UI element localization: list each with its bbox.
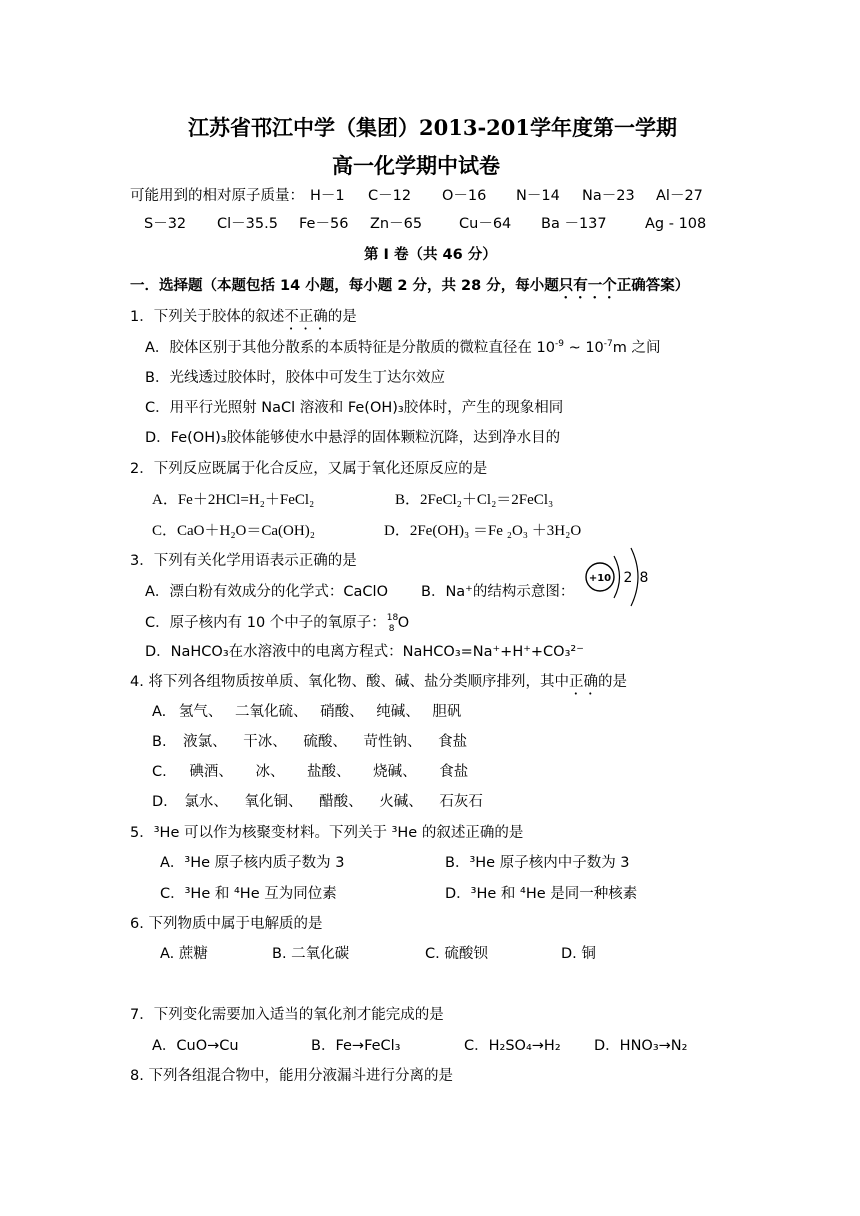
q6-option-a: A. 蔗糖 (160, 946, 208, 962)
q7-option-c: C．H₂SO₄→H₂ (464, 1038, 561, 1054)
stem-text: 的是 (597, 674, 627, 690)
mass-item: C－12 (368, 188, 412, 204)
q3-option-a: A．漂白粉有效成分的化学式：CaClO (145, 584, 388, 600)
mass-number: 18 (386, 613, 399, 623)
q3-option-d: D．NaHCO₃在水溶液中的电离方程式：NaHCO₃=Na⁺+H⁺+CO₃²⁻ (145, 644, 584, 660)
option-text: ~ 10 (563, 340, 604, 356)
mass-item: N－14 (516, 188, 560, 204)
q2-option-a: A．Fe＋2HCl=H₂＋FeCl₂ (152, 492, 315, 508)
section-instruction (130, 276, 689, 302)
exam-title-line1: 江苏省邗江中学（集团）2013-201学年度第一学期 (188, 115, 677, 140)
q6-option-c: C. 硫酸钡 (425, 946, 488, 962)
stem-emphasis: 不正确 (284, 309, 328, 325)
q7-option-b: B．Fe→FeCl₃ (311, 1038, 401, 1054)
q7-option-a: A．CuO→Cu (152, 1038, 239, 1054)
section-heading: 第 I 卷（共 46 分） (364, 247, 497, 263)
stem-emphasis: 正确 (568, 674, 598, 690)
sodium-ion-structure-diagram (583, 542, 653, 608)
mass-item: Zn－65 (370, 216, 423, 232)
element-symbol: O (397, 615, 410, 631)
option-text: C．原子核内有 10 个中子的氧原子： (145, 615, 386, 631)
option-text: m 之间 (612, 340, 661, 356)
instruction-text: 正确答案） (616, 278, 690, 294)
shell-electron-count: 8 (639, 570, 649, 586)
stem-text: 的是 (327, 309, 357, 325)
q5-option-a: A．³He 原子核内质子数为 3 (160, 855, 345, 871)
atomic-mass-intro: 可能用到的相对原子质量： (130, 188, 304, 204)
mass-item: H－1 (310, 188, 345, 204)
q4-stem (130, 672, 627, 698)
instruction-emphasis: 只有一个 (558, 278, 617, 294)
q3-option-b: B．Na⁺的结构示意图： (421, 584, 575, 600)
mass-item: Cu－64 (459, 216, 512, 232)
q4-option-b: B. 液氯、 干冰、 硫酸、 苛性钠、 食盐 (152, 734, 468, 750)
q6-option-b: B. 二氧化碳 (272, 946, 350, 962)
q2-option-b: B．2FeCl₂＋Cl₂＝2FeCl₃ (395, 492, 554, 508)
q5-option-d: D．³He 和 ⁴He 是同一种核素 (445, 886, 638, 902)
q2-option-c: C．CaO＋H₂O＝Ca(OH)₂ (152, 523, 315, 539)
mass-item: Al－27 (656, 188, 703, 204)
q6-stem: 6. 下列物质中属于电解质的是 (130, 916, 323, 932)
exponent: -7 (603, 339, 613, 350)
q1-stem (130, 307, 357, 333)
q7-option-d: D．HNO₃→N₂ (594, 1038, 688, 1054)
shell-electron-count: 2 (623, 570, 633, 586)
mass-item: Na－23 (582, 188, 635, 204)
mass-item: S－32 (144, 216, 187, 232)
electron-shell-arc (614, 556, 620, 598)
q5-option-c: C．³He 和 ⁴He 互为同位素 (160, 886, 337, 902)
atomic-number: 8 (388, 624, 395, 634)
q3-stem: 3．下列有关化学用语表示正确的是 (130, 553, 357, 569)
stem-text: 4. 将下列各组物质按单质、氧化物、酸、碱、盐分类顺序排列，其中 (130, 674, 569, 690)
isotope-notation (386, 612, 399, 634)
q4-option-d: D. 氯水、 氧化铜、 醋酸、 火碱、 石灰石 (152, 794, 483, 810)
q4-option-a: A. 氢气、 二氧化硫、 硝酸、 纯碱、 胆矾 (152, 704, 462, 720)
q4-option-c: C. 碘酒、 冰、 盐酸、 烧碱、 食盐 (152, 764, 469, 780)
option-text: A．胶体区别于其他分散系的本质特征是分散质的微粒直径在 10 (145, 340, 555, 356)
q3-option-c (145, 612, 409, 633)
exam-title-line2: 高一化学期中试卷 (332, 153, 500, 178)
q6-option-d: D. 铜 (561, 946, 596, 962)
q1-option-b: B．光线透过胶体时，胶体中可发生丁达尔效应 (145, 370, 445, 386)
mass-item: Cl－35.5 (217, 216, 278, 232)
q1-option-c: C．用平行光照射 NaCl 溶液和 Fe(OH)₃胶体时，产生的现象相同 (145, 400, 564, 416)
q5-stem: 5．³He 可以作为核聚变材料。下列关于 ³He 的叙述正确的是 (130, 825, 524, 841)
q2-stem: 2．下列反应既属于化合反应，又属于氧化还原反应的是 (130, 461, 488, 477)
q5-option-b: B．³He 原子核内中子数为 3 (445, 855, 630, 871)
mass-item: Ag - 108 (645, 216, 707, 232)
mass-item: Ba －137 (541, 216, 607, 232)
q1-option-d: D．Fe(OH)₃胶体能够使水中悬浮的固体颗粒沉降，达到净水目的 (145, 430, 561, 446)
stem-text: 1．下列关于胶体的叙述 (130, 309, 285, 325)
q7-stem: 7．下列变化需要加入适当的氧化剂才能完成的是 (130, 1007, 444, 1023)
mass-item: O－16 (442, 188, 487, 204)
instruction-text: 一．选择题（本题包括 14 小题，每小题 2 分，共 28 分，每小题 (130, 278, 559, 294)
exponent: -9 (554, 339, 564, 350)
q1-option-a (145, 338, 661, 358)
nucleus-charge: +10 (588, 573, 612, 584)
q8-stem: 8. 下列各组混合物中，能用分液漏斗进行分离的是 (130, 1068, 453, 1084)
q2-option-d: D．2Fe(OH)₃ ＝Fe ₂O₃ ＋3H₂O (384, 523, 582, 539)
mass-item: Fe－56 (299, 216, 349, 232)
